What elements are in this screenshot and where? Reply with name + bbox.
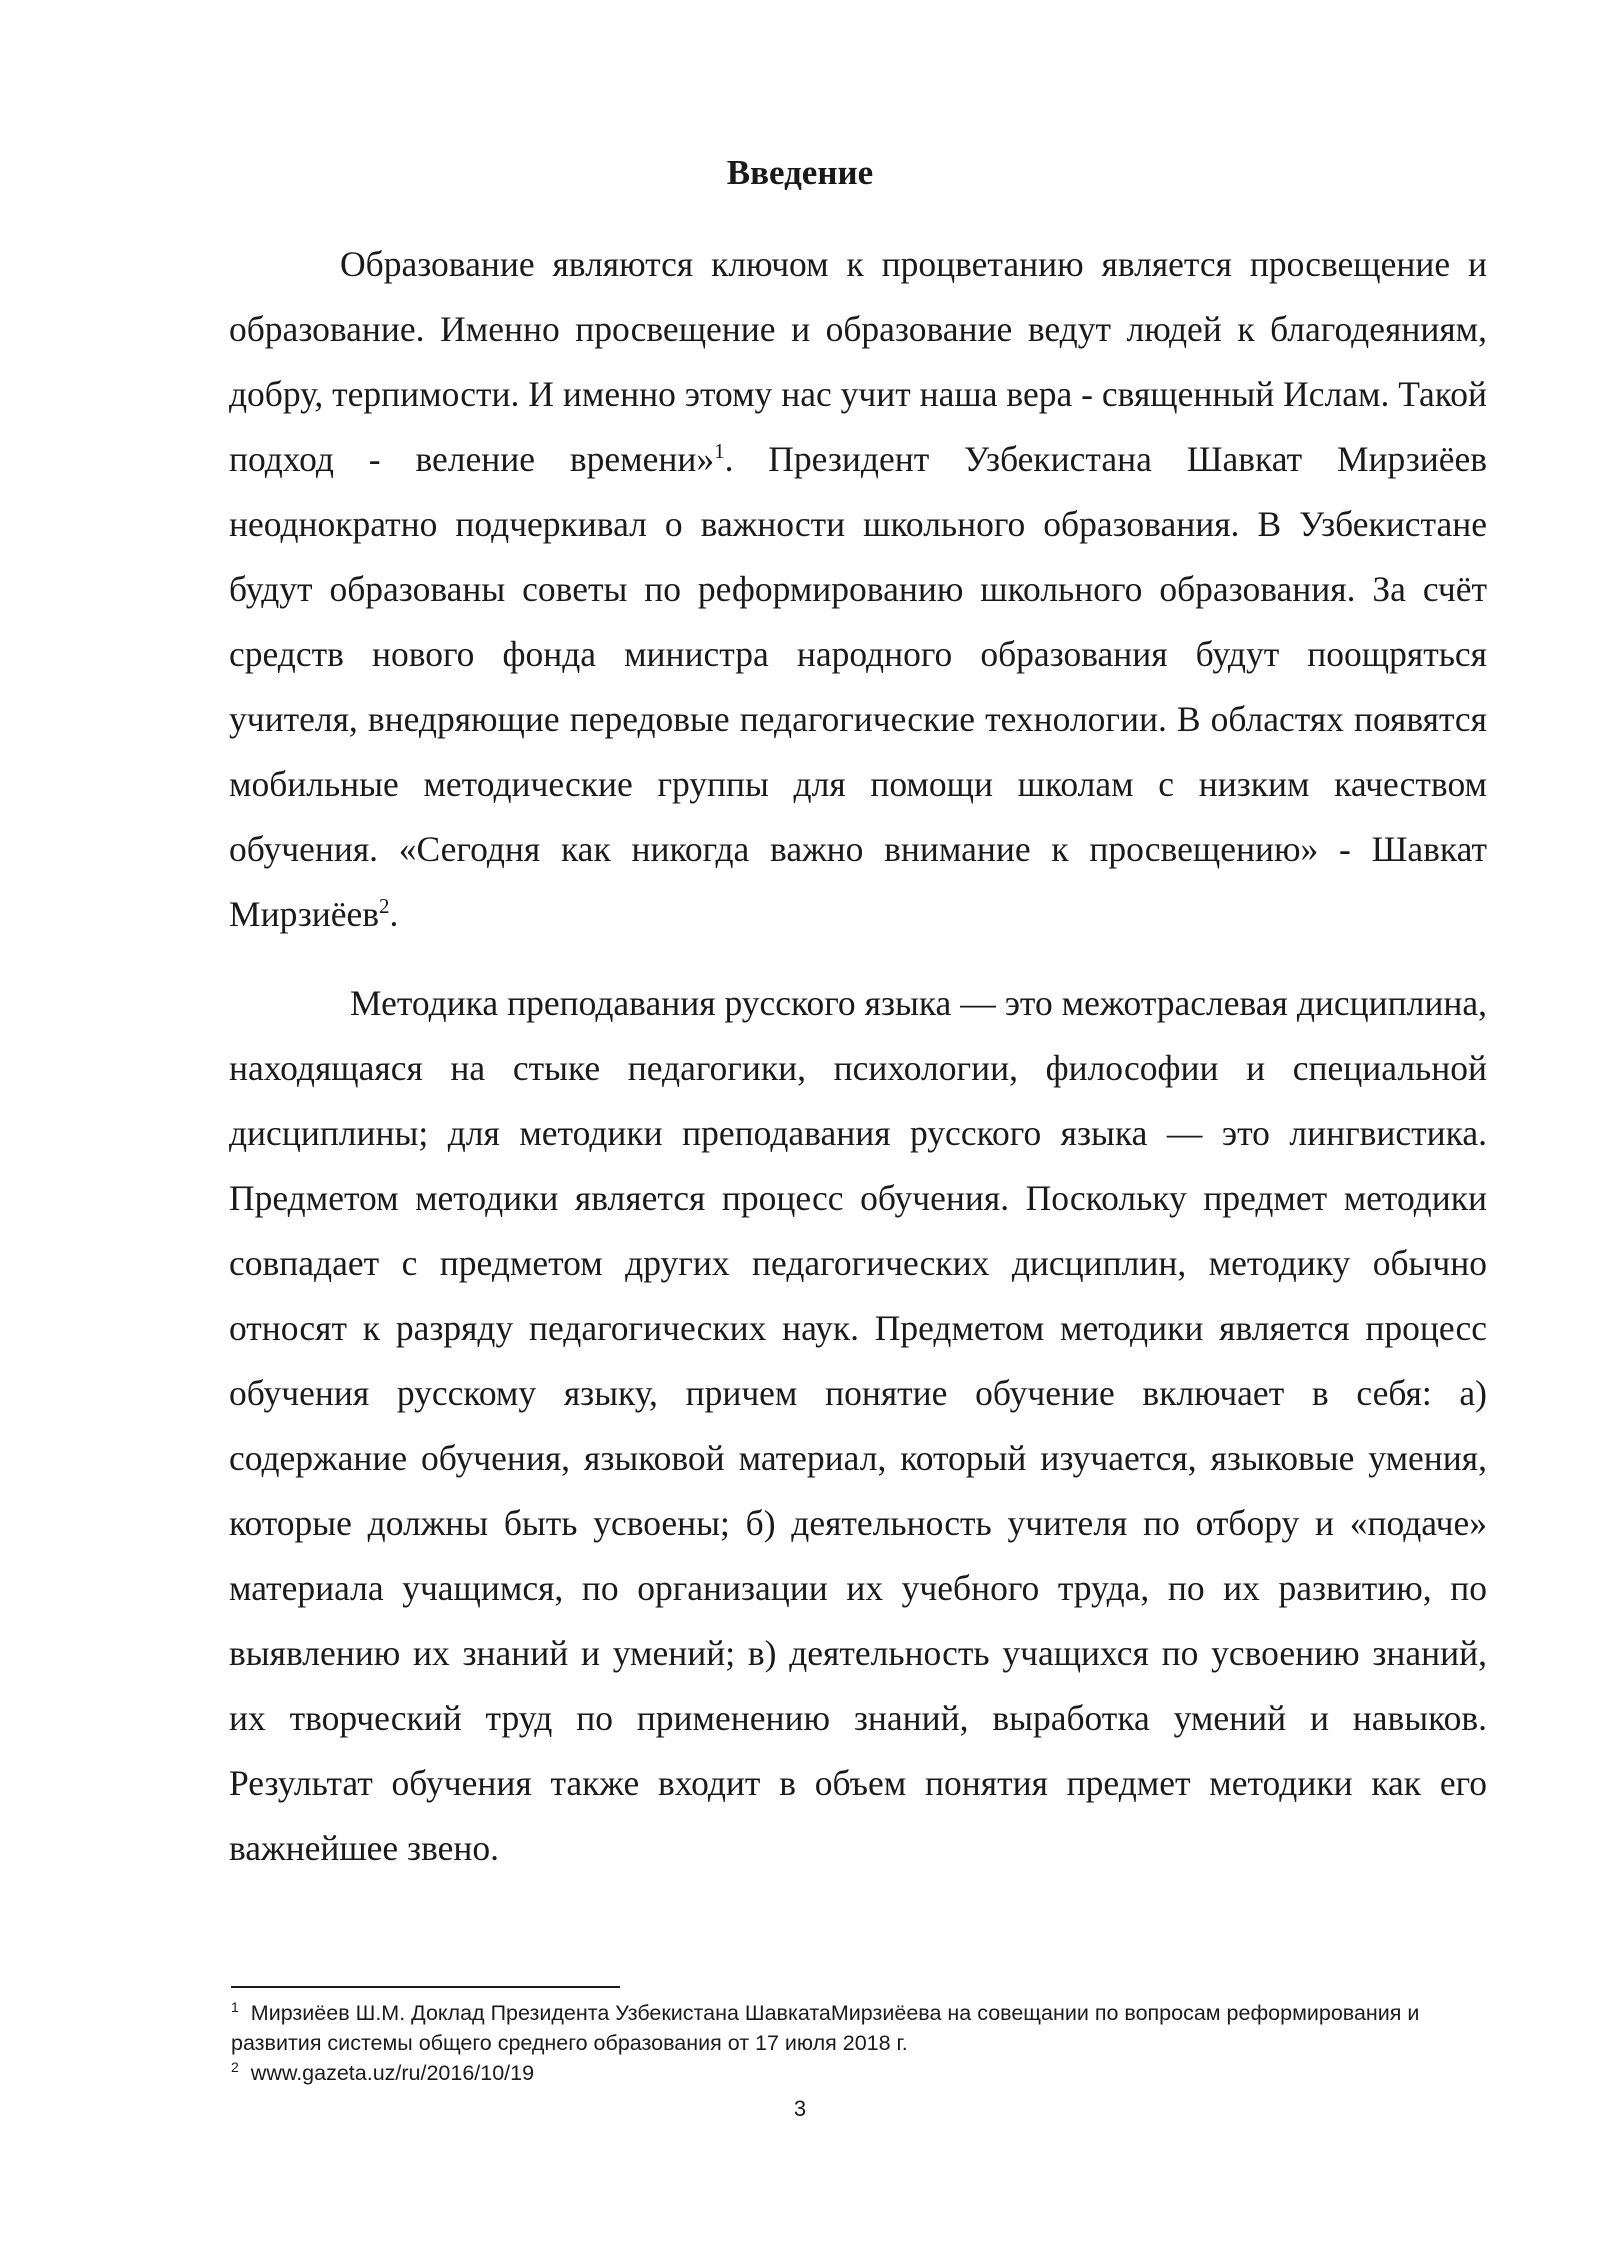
- paragraph-methodology: [229, 971, 1487, 1881]
- footnote-ref-1[interactable]: 1: [714, 439, 725, 464]
- footnote-ref-2[interactable]: 2: [379, 894, 390, 919]
- footnote-1: [231, 1998, 1491, 2058]
- page-number: 3: [793, 2096, 807, 2121]
- footnote-separator: [231, 1986, 620, 1988]
- page-title: Введение: [726, 153, 874, 192]
- footnote-link-2[interactable]: www.gazeta.uz/ru/2016/10/19: [250, 2061, 535, 2085]
- footnote-marker-2: 2: [231, 2058, 239, 2075]
- footnotes: [231, 1998, 1491, 2088]
- footnote-2: [231, 2058, 1491, 2088]
- paragraph-intro: [229, 232, 1487, 947]
- footnote-text-1: Мирзиёев Ш.М. Доклад Президента Узбекистана ШавкатаМирзиёева на совещании по вопросам реформирования и развития системы общего среднего образования от 17 июля 2018 г.: [231, 2001, 1420, 2055]
- paragraph-intro-text-a: Образование являются ключом к процветанию является просвещение и образование. Именно просвещение и образование ведут людей к благодеяниям, добру, терпимости. И именно этому нас учит наша вера - священный Ислам. Такой подход - веление времени»: [229, 244, 1487, 479]
- paragraph-intro-text-b: . Президент Узбекистана Шавкат Мирзиёев неоднократно подчеркивал о важности школьного образования. В Узбекистане будут образованы советы по реформированию школьного образования. За счёт средств нового фонда министра народного образования будут поощряться учителя, внедряющие передовые педагогические технологии. В областях появятся мобильные методические группы для помощи школам с низким качеством обучения. «Сегодня как никогда важно внимание к просвещению» - Шавкат Мирзиёев: [229, 439, 1487, 934]
- paragraph-methodology-text: Методика преподавания русского языка — это межотраслевая дисциплина, находящаяся на стыке педагогики, психологии, философии и специальной дисциплины; для методики преподавания русского языка — это лингвистика. Предметом методики является процесс обучения. Поскольку предмет методики совпадает с предметом других педагогических дисциплин, методику обычно относят к разряду педагогических наук. Предметом методики является процесс обучения русскому языку, причем понятие обучение включает в себя: а) содержание обучения, языковой материал, который изучается, языковые умения, которые должны быть усвоены; б) деятельность учителя по отбору и «подаче» материала учащимся, по организации их учебного труда, по их развитию, по выявлению их знаний и умений; в) деятельность учащихся по усвоению знаний, их творческий труд по применению знаний, выработка умений и навыков. Результат обучения также входит в объем понятия предмет методики как его важнейшее звено.: [229, 983, 1487, 1868]
- paragraph-intro-text-c: .: [389, 894, 399, 934]
- footnote-marker-1: 1: [231, 1998, 239, 2015]
